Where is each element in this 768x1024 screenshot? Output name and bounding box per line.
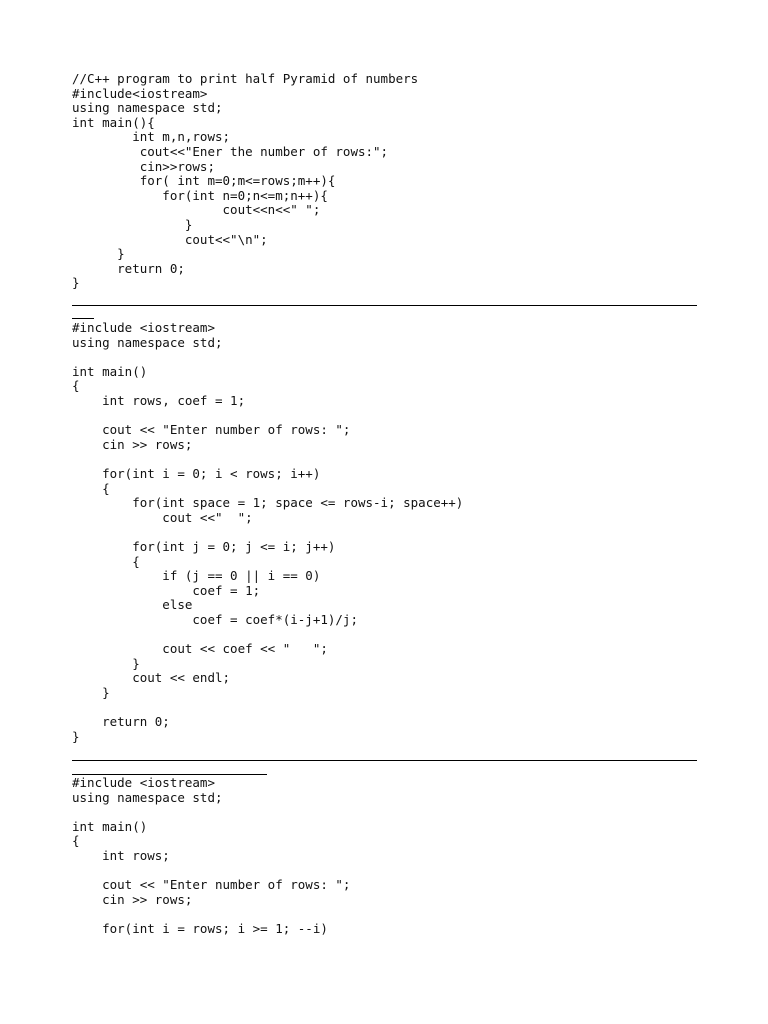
separator-line — [72, 305, 697, 306]
code-block-half-pyramid: //C++ program to print half Pyramid of numbers #include<iostream> using namespace std; int main(){ int m,n,rows; cout<<"Ener the number of rows:"; cin>>rows; for( int m=0;m<=rows;m++){ for(int n=0;n<=m;n++){ cout<<n<<" "; } cout<<"\n"; } return 0; } — [72, 71, 419, 291]
code-block-pascal-triangle: #include <iostream> using namespace std; int main() { int rows, coef = 1; cout << "Enter number of rows: "; cin >> rows; for(int i = 0; i < rows; i++) { for(int space = 1; space <= rows-i; space++) cout <<" "; for(int j = 0; j <= i; j++) { if (j == 0 || i == 0) coef = 1; else coef = coef*(i-j+1)/j; cout << coef << " "; } cout << endl; } return 0; } — [72, 320, 464, 744]
code-block-inverted-pyramid: #include <iostream> using namespace std; int main() { int rows; cout << "Enter number of rows: "; cin >> rows; for(int i = rows; i >= 1; --i) — [72, 775, 351, 936]
separator-line — [72, 760, 697, 761]
separator-line-tail — [72, 318, 94, 319]
